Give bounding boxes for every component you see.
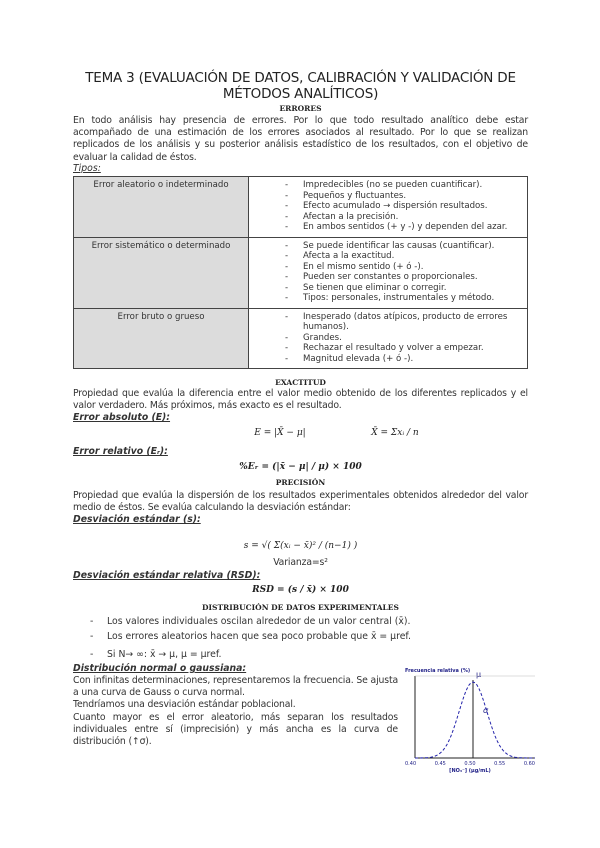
tick-label: 0.45 — [434, 761, 446, 767]
heading-precision: PRECISIÓN — [275, 478, 326, 487]
normal-paragraphs — [73, 675, 398, 748]
tipos-label: Tipos: — [73, 163, 101, 174]
tick-label: 0.55 — [494, 761, 506, 767]
mean-formula: X̄ = Σxᵢ / n — [371, 428, 419, 438]
list-item: - Tipos: personales, instrumentales y método. — [285, 293, 521, 304]
list-item: - Los errores aleatorios hacen que sea poco probable que x̄ = μref. — [90, 629, 520, 644]
list-item: - Si N→ ∞: x̄ → μ, μ = μref. — [90, 647, 520, 662]
list-item: - En el mismo sentido (+ ó -). — [285, 262, 521, 273]
list-item: - Grandes. — [285, 333, 521, 344]
list-item: - Efecto acumulado → dispersión resultados. — [285, 201, 521, 212]
gaussian-chart — [405, 668, 535, 776]
list-item: - En ambos sentidos (+ y -) y dependen del azar. — [285, 222, 521, 233]
paragraph: Cuanto mayor es el error aleatorio, más separan los resultados individuales entre sí (imprecisión) y más ancha es la curva de distribución (↑σ). — [73, 711, 398, 748]
error-types-table — [73, 176, 528, 369]
error-absoluto-label: Error absoluto (E): — [73, 412, 171, 423]
desviacion-label: Desviación estándar (s): — [73, 514, 201, 525]
tick-label: 0.50 — [464, 761, 476, 767]
x-ticks — [405, 761, 535, 767]
error-type: Error sistemático o determinado — [74, 237, 249, 308]
list-item: - Los valores individuales oscilan alrededor de un valor central (x̄). — [90, 614, 520, 629]
rel-formula: %Eᵣ = (|x̄ − μ| / μ) × 100 — [239, 462, 362, 472]
heading-errores: ERRORES — [279, 104, 322, 113]
tick-label: 0.40 — [405, 761, 417, 767]
table-row — [74, 177, 528, 238]
chart-xlabel: [NO₃⁻] (μg/mL) — [449, 768, 491, 774]
s-formula: s = √( Σ(xᵢ − x̄)² / (n−1) ) — [243, 541, 358, 551]
list-item: - Se puede identificar las causas (cuantificar). — [285, 241, 521, 252]
list-item: - Pueden ser constantes o proporcionales. — [285, 272, 521, 283]
error-relativo-label: Error relativo (Eᵣ): — [73, 446, 168, 457]
errores-paragraph: En todo análisis hay presencia de errores. Por lo que todo resultado analítico debe estar acompañado de una estimación de los errores asociados al resultado. Por lo que se realizan replicados de los análisis y su posterior análisis estadístico de los resultados, con el objetivo de evaluar la calidad de éstos. — [73, 115, 528, 163]
sigma-label: σ — [483, 706, 489, 715]
table-row — [74, 308, 528, 369]
paragraph: Con infinitas determinaciones, representaremos la frecuencia. Se ajusta a una curva de Gauss o curva normal. — [73, 675, 398, 699]
error-type: Error aleatorio o indeterminado — [74, 177, 249, 238]
list-item: - Afecta a la exactitud. — [285, 251, 521, 262]
table-row — [74, 237, 528, 308]
list-item: - Inesperado (datos atípicos, producto de errores humanos). — [285, 312, 521, 333]
mu-label: μ — [476, 670, 482, 679]
rsd-label: Desviación estándar relativa (RSD): — [73, 570, 261, 581]
varianza: Varianza=s² — [273, 557, 328, 568]
list-item: - Impredecibles (no se pueden cuantificar). — [285, 180, 521, 191]
list-item: - Se tienen que eliminar o corregir. — [285, 283, 521, 294]
chart-ylabel: Frecuencia relativa (%) — [405, 668, 471, 674]
gaussian-curve — [405, 668, 535, 776]
heading-exactitud: EXACTITUD — [275, 378, 326, 387]
error-type: Error bruto o grueso — [74, 308, 249, 369]
exactitud-paragraph: Propiedad que evalúa la diferencia entre el valor medio obtenido de los diferentes replicados y el valor verdadero. Más próximos, más exacto es el resultado. — [73, 388, 528, 412]
abs-formula: E = |X̄ − μ| — [254, 428, 306, 438]
tick-label: 0.60 — [523, 761, 535, 767]
rsd-formula: RSD = (s / x̄) × 100 — [252, 585, 349, 595]
precision-paragraph: Propiedad que evalúa la dispersión de los resultados experimentales obtenidos alrededor del valor medio de éstos. Se evalúa calculando la desviación estándar: — [73, 490, 528, 514]
list-item: - Afectan a la precisión. — [285, 212, 521, 223]
heading-distribucion: DISTRIBUCIÓN DE DATOS EXPERIMENTALES — [202, 603, 399, 612]
page-title: TEMA 3 (EVALUACIÓN DE DATOS, CALIBRACIÓN Y VALIDACIÓN DE MÉTODOS ANALÍTICOS) — [85, 70, 516, 102]
list-item: - Magnitud elevada (+ ó -). — [285, 354, 521, 365]
paragraph: Tendríamos una desviación estándar poblacional. — [73, 699, 296, 711]
normal-label: Distribución normal o gaussiana: — [73, 663, 247, 674]
list-item: - Pequeños y fluctuantes. — [285, 191, 521, 202]
list-item: - Rechazar el resultado y volver a empezar. — [285, 343, 521, 354]
